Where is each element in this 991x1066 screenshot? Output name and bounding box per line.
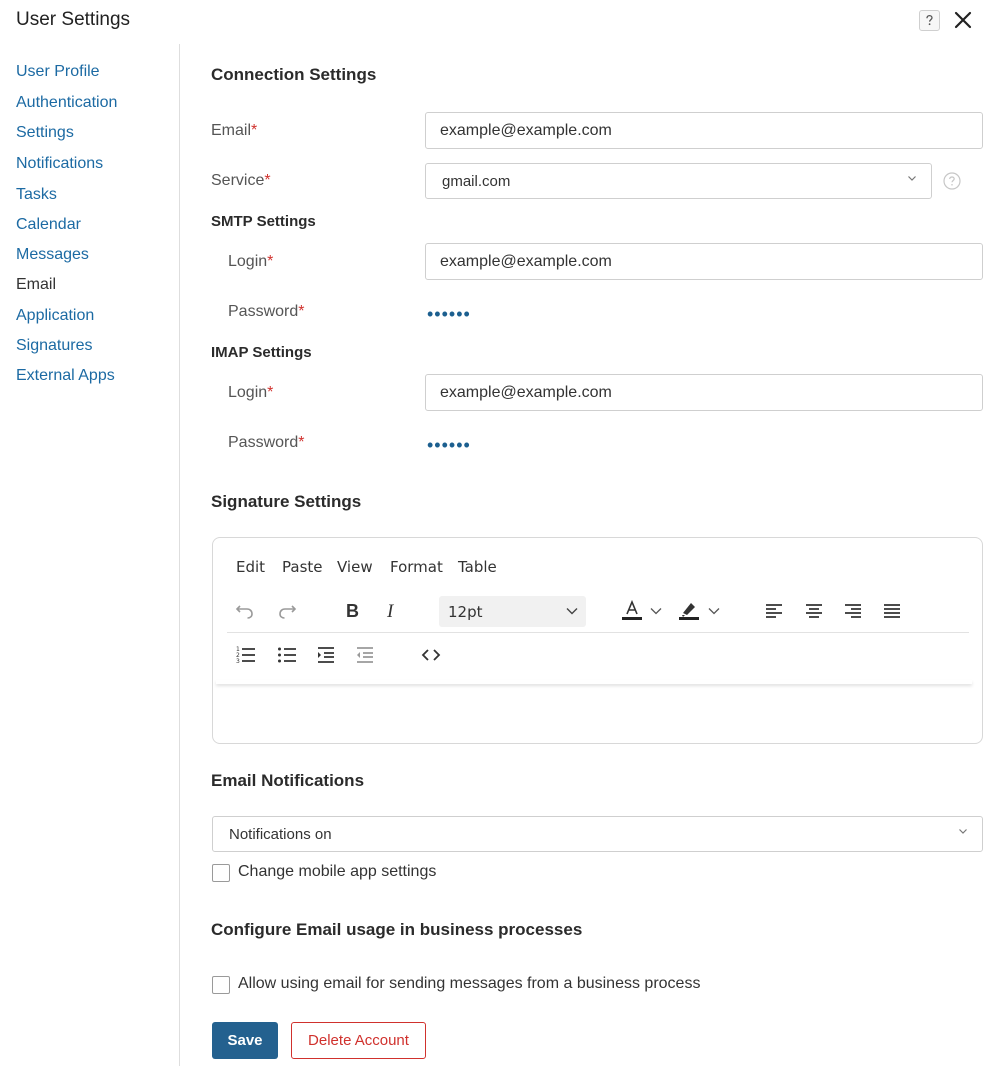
toolbar-divider bbox=[227, 632, 969, 633]
redo-icon[interactable] bbox=[276, 600, 298, 622]
service-label: Service* bbox=[211, 172, 271, 189]
smtp-password-label: Password* bbox=[228, 303, 305, 320]
save-button[interactable]: Save bbox=[212, 1022, 278, 1059]
notifications-select[interactable] bbox=[212, 816, 983, 852]
outdent-icon[interactable] bbox=[354, 644, 376, 666]
font-size-select[interactable] bbox=[439, 596, 586, 627]
smtp-login-label: Login* bbox=[228, 253, 274, 270]
menu-format[interactable]: Format bbox=[390, 558, 443, 576]
svg-text:B: B bbox=[346, 602, 359, 620]
sidebar-item-email[interactable]: Email bbox=[16, 276, 57, 293]
bold-icon[interactable] bbox=[341, 600, 363, 622]
menu-paste[interactable]: Paste bbox=[282, 558, 323, 576]
italic-icon[interactable] bbox=[381, 600, 403, 622]
svg-text:1: 1 bbox=[236, 646, 240, 653]
highlight-dropdown-icon[interactable] bbox=[707, 600, 721, 622]
sidebar-item-authentication[interactable]: Authentication bbox=[16, 94, 118, 111]
allow-email-label[interactable]: Allow using email for sending messages from a business process bbox=[238, 975, 701, 992]
service-select[interactable] bbox=[425, 163, 932, 199]
chevron-down-icon bbox=[958, 826, 968, 836]
sidebar-item-calendar[interactable]: Calendar bbox=[16, 216, 81, 233]
undo-icon[interactable] bbox=[234, 600, 256, 622]
email-label: Email* bbox=[211, 122, 258, 139]
close-icon[interactable] bbox=[952, 9, 974, 31]
numbered-list-icon[interactable] bbox=[235, 644, 257, 666]
svg-text:I: I bbox=[387, 602, 394, 620]
sidebar-item-application[interactable]: Application bbox=[16, 307, 95, 324]
align-center-icon[interactable] bbox=[803, 600, 825, 622]
business-processes-heading: Configure Email usage in business processes bbox=[211, 920, 583, 939]
signature-settings-heading: Signature Settings bbox=[211, 492, 362, 511]
smtp-password-field[interactable]: •••••• bbox=[427, 304, 471, 324]
font-size-value: 12pt bbox=[448, 602, 483, 621]
delete-account-button[interactable]: Delete Account bbox=[291, 1022, 426, 1059]
sidebar-item-settings[interactable]: Settings bbox=[16, 124, 74, 141]
allow-email-checkbox[interactable] bbox=[212, 976, 230, 994]
sidebar-item-notifications[interactable]: Notifications bbox=[16, 155, 104, 172]
menu-view[interactable]: View bbox=[337, 558, 373, 576]
imap-password-label: Password* bbox=[228, 434, 305, 451]
toolbar-shadow bbox=[216, 680, 972, 684]
imap-login-input[interactable]: example@example.com bbox=[425, 374, 983, 411]
sidebar-item-tasks[interactable]: Tasks bbox=[16, 186, 57, 203]
connection-settings-heading: Connection Settings bbox=[211, 65, 377, 84]
service-select-value: gmail.com bbox=[442, 172, 511, 190]
email-input[interactable]: example@example.com bbox=[425, 112, 983, 149]
page-title: User Settings bbox=[16, 9, 131, 30]
sidebar-item-messages[interactable]: Messages bbox=[16, 246, 89, 263]
svg-text:3: 3 bbox=[236, 658, 240, 665]
sidebar-item-external-apps[interactable]: External Apps bbox=[16, 367, 115, 384]
source-code-icon[interactable] bbox=[420, 644, 442, 666]
service-help-icon[interactable] bbox=[943, 172, 961, 190]
chevron-down-icon bbox=[907, 173, 917, 183]
help-icon[interactable] bbox=[919, 10, 940, 31]
sidebar-item-signatures[interactable]: Signatures bbox=[16, 337, 93, 354]
align-justify-icon[interactable] bbox=[881, 600, 903, 622]
text-color-icon[interactable] bbox=[621, 600, 643, 622]
sidebar-item-user-profile[interactable]: User Profile bbox=[16, 63, 100, 80]
smtp-login-input[interactable]: example@example.com bbox=[425, 243, 983, 280]
imap-login-label: Login* bbox=[228, 384, 274, 401]
imap-password-field[interactable]: •••••• bbox=[427, 435, 471, 455]
mobile-settings-checkbox[interactable] bbox=[212, 864, 230, 882]
align-left-icon[interactable] bbox=[763, 600, 785, 622]
email-notifications-heading: Email Notifications bbox=[211, 771, 365, 790]
imap-settings-heading: IMAP Settings bbox=[211, 344, 312, 361]
svg-text:2: 2 bbox=[236, 652, 240, 659]
smtp-settings-heading: SMTP Settings bbox=[211, 213, 316, 230]
notifications-select-value: Notifications on bbox=[229, 825, 332, 843]
align-right-icon[interactable] bbox=[842, 600, 864, 622]
bullet-list-icon[interactable] bbox=[276, 644, 298, 666]
indent-icon[interactable] bbox=[315, 644, 337, 666]
chevron-down-icon bbox=[566, 606, 578, 616]
text-color-dropdown-icon[interactable] bbox=[649, 600, 663, 622]
mobile-settings-label[interactable]: Change mobile app settings bbox=[238, 863, 437, 880]
menu-table[interactable]: Table bbox=[458, 558, 497, 576]
signature-editor[interactable] bbox=[212, 537, 983, 744]
highlight-color-icon[interactable] bbox=[678, 600, 700, 622]
menu-edit[interactable]: Edit bbox=[236, 558, 266, 576]
